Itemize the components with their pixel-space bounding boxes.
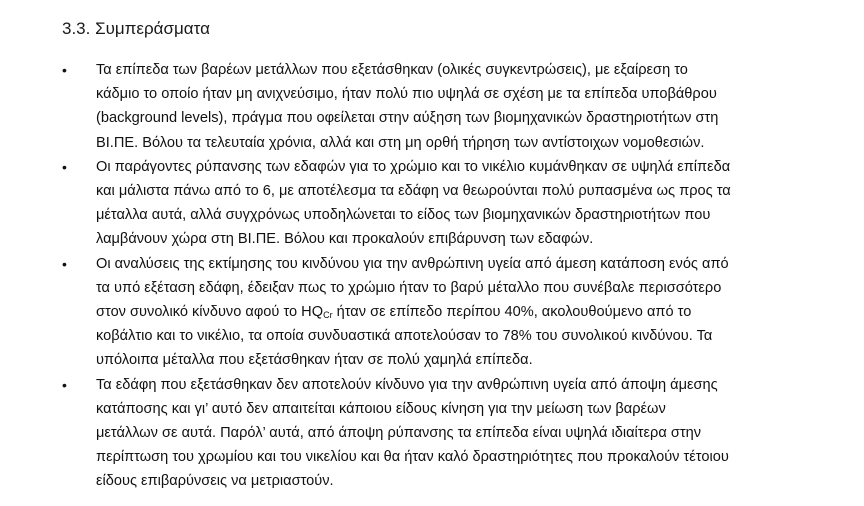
text-line: Οι αναλύσεις της εκτίμησης του κινδύνου για την ανθρώπινη υγεία από άμεση κατάποση ενός από [96, 255, 729, 272]
text-line: Τα εδάφη που εξετάσθηκαν δεν αποτελούν κίνδυνο για την ανθρώπινη υγεία από άποψη άμεσης [96, 376, 718, 393]
bullet-icon: • [62, 62, 67, 78]
text-line: (background levels), πράγμα που οφείλεται στην αύξηση των βιομηχανικών δραστηριοτήτων στη [96, 110, 719, 127]
text-line: μετάλλων σε αυτά. Παρόλ’ αυτά, από άποψη ρύπανσης τα επίπεδα είναι υψηλά ιδιαίτερα στην [96, 425, 702, 442]
text-segment: ήταν σε επίπεδο περίπου 40%, ακολουθούμενο από το [332, 304, 692, 321]
text-segment: στον συνολικό κίνδυνο αφού το HQ [96, 304, 324, 321]
bullet-icon: • [62, 158, 67, 175]
conclusions-list [0, 58, 864, 494]
list-item [0, 58, 816, 155]
text-line: περίπτωση του χρωμίου και του νικελίου και θα ήταν καλό δραστηριότητες που προκαλούν τέτοιου [96, 449, 729, 466]
bullet-icon: • [62, 376, 67, 393]
text-line: Τα επίπεδα των βαρέων μετάλλων που εξετάσθηκαν (ολικές συγκεντρώσεις), με εξαίρεση το [96, 62, 688, 78]
list-item [0, 373, 816, 494]
text-line: ΒΙ.ΠΕ. Βόλου τα τελευταία χρόνια, αλλά και στη μη ορθή τήρηση των αντίστοιχων νομοθεσιών. [96, 134, 705, 151]
text-line: κοβάλτιο και το νικέλιο, τα οποία συνδυαστικά αποτελούσαν το 78% του συνολικού κινδύνου. Τα [96, 328, 713, 345]
text-line: Οι παράγοντες ρύπανσης των εδαφών για το χρώμιο και το νικέλιο κυμάνθηκαν σε υψηλά επίπεδα [96, 158, 731, 175]
hq-subscript: Cr [323, 310, 333, 321]
text-line: κάδμιο το οποίο ήταν μη ανιχνεύσιμο, ήταν πολύ πιο υψηλά σε σχέση με τα επίπεδα υποβάθρου [96, 86, 717, 103]
section-heading: 3.3. Συμπεράσματα [62, 19, 210, 38]
text-line: είδους επιβαρύνσεις να μετριαστούν. [96, 473, 334, 490]
text-line: και μάλιστα πάνω από το 6, με αποτέλεσμα τα εδάφη να θεωρούνται πολύ ρυπασμένα ως προς τα [96, 183, 731, 200]
text-line: υπόλοιπα μέταλλα που εξετάσθηκαν ήταν σε πολύ χαμηλά επίπεδα. [96, 352, 533, 369]
list-item [0, 252, 816, 373]
text-line: μέταλλα αυτά, αλλά συγχρόνως υποδηλώνεται το είδος των βιομηχανικών δραστηριοτήτων που [96, 207, 711, 224]
text-line: τα υπό εξέταση εδάφη, έδειξαν πως το χρώμιο ήταν το βαρύ μέταλλο που συνέβαλε περισσότερο [96, 279, 722, 296]
text-line: λαμβάνουν χώρα στη ΒΙ.ΠΕ. Βόλου και προκαλούν επιβάρυνση των εδαφών. [96, 231, 594, 248]
text-line: κατάποσης και γι’ αυτό δεν απαιτείται κάποιου είδους κίνηση για την μείωση των βαρέων [96, 400, 666, 417]
bullet-icon: • [62, 255, 67, 272]
text-line-with-subscript [96, 300, 816, 324]
list-item [0, 155, 816, 252]
